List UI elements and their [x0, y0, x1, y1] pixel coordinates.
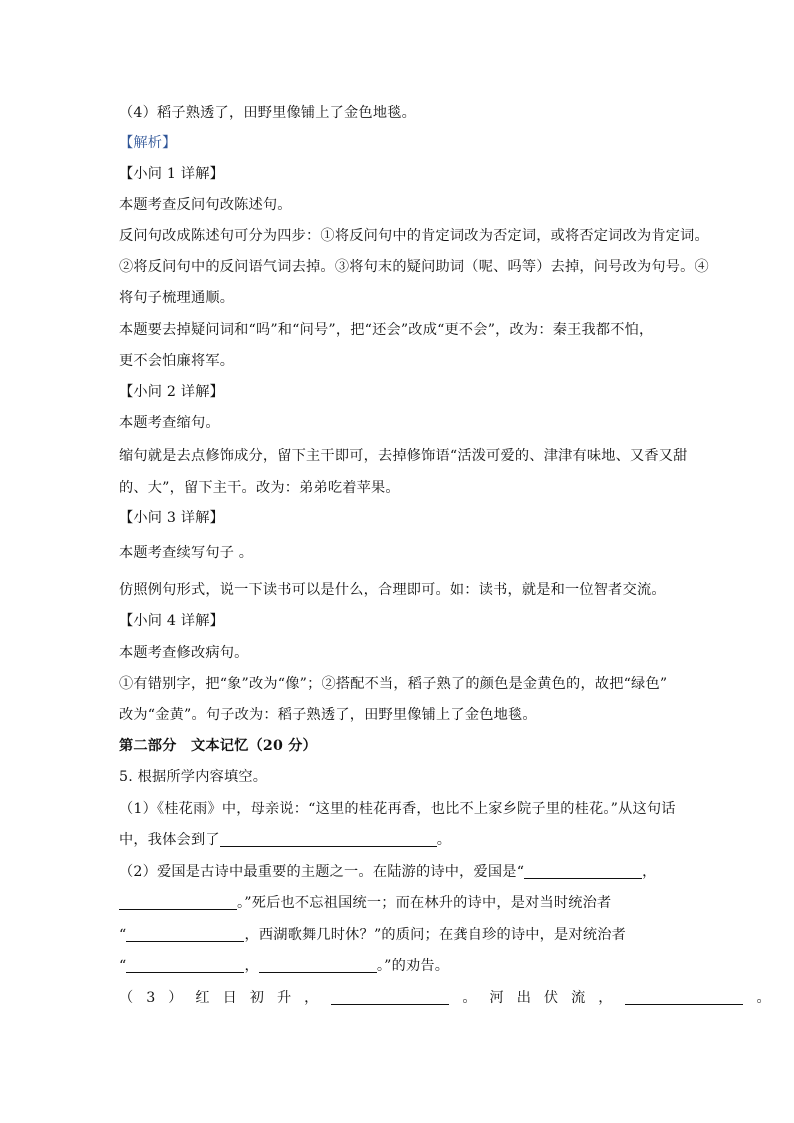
question-5-title: 5. 根据所学内容填空。 [119, 769, 268, 785]
question-5-2-line [119, 893, 611, 913]
answer-blank[interactable] [331, 989, 449, 1005]
text-segment: ， [244, 958, 259, 974]
subquestion-1-heading: 【小问 1 详解】 [119, 166, 224, 182]
subquestion-3-heading: 【小问 3 详解】 [119, 510, 224, 526]
question-5-1-line: （1）《桂花雨》中，母亲说：“这里的桂花再香，也比不上家乡院子里的桂花。”从这句话 [119, 801, 676, 817]
paragraph-line: ②将反问句中的反问语气词去掉。③将句末的疑问助词（呢、吗等）去掉，问号改为句号。④ [119, 259, 709, 275]
paragraph-line: 本题要去掉疑问词和“吗”和“问号”，把“还会”改成“更不会”，改为：秦王我都不怕， [119, 322, 654, 338]
answer-blank[interactable] [119, 894, 237, 910]
text-segment: 。”的劝告。 [376, 958, 450, 974]
paragraph-line: 改为“金黄”。句子改为：稻子熟透了，田野里像铺上了金色地毯。 [119, 707, 537, 723]
paragraph-line: 本题考查续写句子 。 [119, 545, 254, 561]
answer-blank[interactable] [524, 863, 642, 879]
question-5-3-line [119, 988, 771, 1008]
text-segment: 。”死后也不忘祖国统一；而在林升的诗中，是对当时统治者 [237, 895, 612, 911]
analysis-heading: 【解析】 [119, 135, 177, 151]
paragraph-line: 本题考查修改病句。 [119, 645, 249, 661]
text-segment: 。 [756, 990, 771, 1006]
question-5-2-line [119, 956, 449, 976]
paragraph-line: 仿照例句形式，说一下读书可以是什么，合理即可。如：读书，就是和一位智者交流。 [119, 582, 666, 598]
question-5-2-line [119, 862, 657, 882]
paragraph-line: 更不会怕廉将军。 [119, 353, 235, 369]
text-segment: “ [119, 958, 127, 974]
question-5-2-line [119, 925, 626, 945]
paragraph-line: ①有错别字，把“象”改为“像”；②搭配不当，稻子熟了的颜色是金黄色的，故把“绿色” [119, 676, 668, 692]
answer-line-4: （4）稻子熟透了，田野里像铺上了金色地毯。 [119, 105, 416, 121]
answer-blank[interactable] [625, 989, 743, 1005]
text-segment: 。 [436, 832, 452, 848]
text-segment: （3）红日初升， [119, 990, 332, 1006]
text-segment: 中，我体会到了 [119, 832, 220, 848]
paragraph-line: 本题考查反问句改陈述句。 [119, 197, 292, 213]
text-segment: ，西湖歌舞几时休？”的质问；在龚自珍的诗中，是对统治者 [244, 927, 626, 943]
answer-blank[interactable] [259, 957, 377, 973]
answer-blank[interactable] [220, 831, 437, 847]
paragraph-line: 的、大”，留下主干。改为：弟弟吃着苹果。 [119, 480, 400, 496]
answer-blank[interactable] [126, 926, 244, 942]
paragraph-line: 将句子梳理通顺。 [119, 290, 235, 306]
text-segment: 。河出伏流， [462, 990, 626, 1006]
subquestion-4-heading: 【小问 4 详解】 [119, 613, 224, 629]
subquestion-2-heading: 【小问 2 详解】 [119, 384, 224, 400]
section-heading: 第二部分 文本记忆（20 分） [119, 738, 317, 754]
text-segment: “ [119, 927, 127, 943]
paragraph-line: 反问句改成陈述句可分为四步：①将反问句中的肯定词改为否定词，或将否定词改为肯定词。 [119, 228, 709, 244]
text-segment: ， [642, 864, 657, 880]
answer-blank[interactable] [126, 957, 244, 973]
paragraph-line: 缩句就是去点修饰成分，留下主干即可，去掉修饰语“活泼可爱的、津津有味地、又香又甜 [119, 448, 688, 464]
paragraph-line: 本题考查缩句。 [119, 415, 220, 431]
question-5-1-answer-line [119, 830, 451, 850]
text-segment: （2）爱国是古诗中最重要的主题之一。在陆游的诗中，爱国是“ [119, 864, 525, 880]
